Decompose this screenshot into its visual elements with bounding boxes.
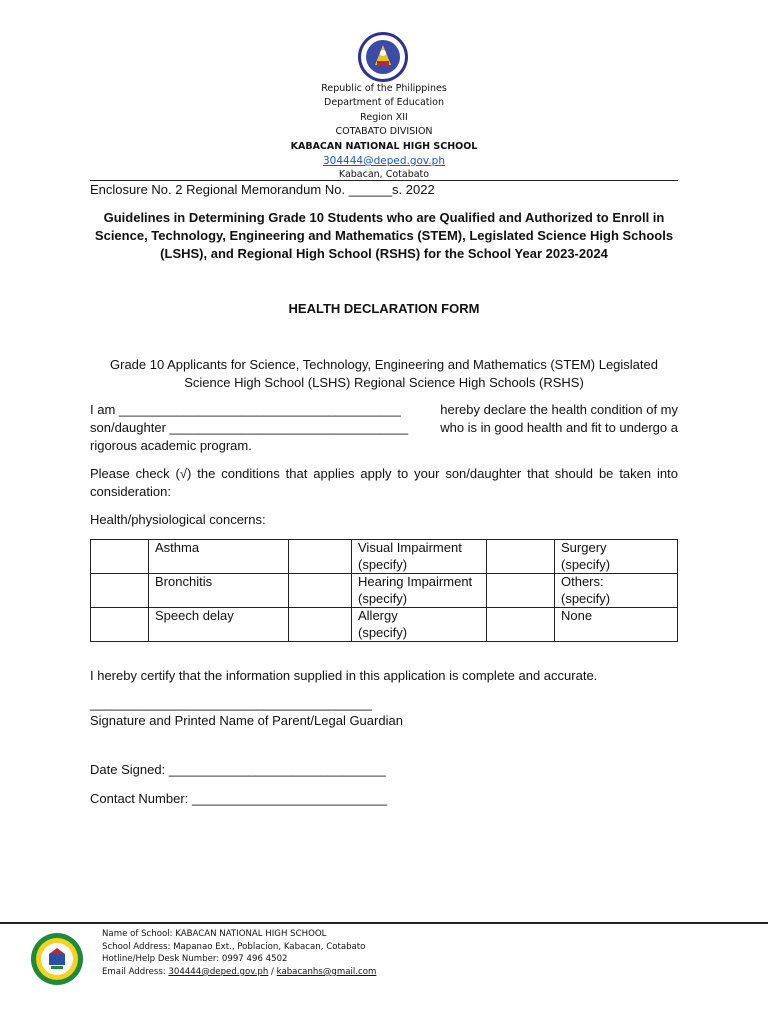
- guidelines-title: Guidelines in Determining Grade 10 Students who are Qualified and Authorized to Enroll in Science, Technology, Engineering and Mathematics (STEM), Legislated Science High Schools (LSHS), and Regional High School (RSHS) for the School Year 2023-2024: [94, 210, 674, 261]
- condition-label: None: [555, 608, 678, 642]
- school-name: KABACAN NATIONAL HIGH SCHOOL: [290, 140, 478, 152]
- checkbox-cell-visual-impairment[interactable]: [289, 540, 352, 574]
- table-row: [91, 608, 678, 642]
- applicants-line: Grade 10 Applicants for Science, Technology, Engineering and Mathematics (STEM) Legislated Science High School (LSHS) Regional Science High Schools (RSHS): [110, 357, 658, 390]
- condition-label: Visual Impairment (specify): [352, 540, 487, 574]
- condition-label: Others: (specify): [555, 574, 678, 608]
- signature-label: Signature and Printed Name of Parent/Legal Guardian: [90, 713, 403, 728]
- school-email-link[interactable]: 304444@deped.gov.ph: [323, 155, 445, 168]
- footer-email-deped-link[interactable]: 304444@deped.gov.ph: [168, 966, 269, 977]
- certify-statement: I hereby certify that the information supplied in this application is complete and accurate.: [90, 668, 598, 683]
- checkbox-cell-none[interactable]: [487, 608, 555, 642]
- declaration-text: rigorous academic program.: [90, 438, 252, 453]
- footer-info: [102, 928, 376, 978]
- checkbox-cell-others[interactable]: [487, 574, 555, 608]
- footer-email-line: Email Address: 304444@deped.gov.ph / kabacanhs@gmail.com: [102, 966, 377, 977]
- condition-label: Surgery (specify): [555, 540, 678, 574]
- footer-divider: [0, 922, 768, 924]
- contact-number-field[interactable]: Contact Number: ___________________________: [90, 791, 388, 806]
- concerns-label: Health/physiological concerns:: [90, 512, 266, 527]
- header-divider: [90, 180, 678, 181]
- footer-hotline: Hotline/Help Desk Number: 0997 496 4502: [102, 954, 288, 965]
- footer-address: School Address: Mapanao Ext., Poblacion, Kabacan, Cotabato: [102, 941, 366, 952]
- signature-field[interactable]: _______________________________________: [90, 696, 372, 711]
- condition-label: Bronchitis: [149, 574, 289, 608]
- date-signed-field[interactable]: Date Signed: ______________________________: [90, 762, 386, 777]
- checkbox-cell-surgery[interactable]: [487, 540, 555, 574]
- footer-email-gmail-link[interactable]: kabacanhs@gmail.com: [276, 966, 377, 977]
- condition-label: Speech delay: [149, 608, 289, 642]
- parent-name-field[interactable]: I am _______________________________________: [90, 402, 401, 417]
- declaration-text: hereby declare the health condition of my: [440, 402, 678, 417]
- condition-label: Asthma: [149, 540, 289, 574]
- child-name-field[interactable]: son/daughter _________________________________: [90, 420, 409, 435]
- checkbox-cell-allergy[interactable]: [289, 608, 352, 642]
- enclosure-line: Enclosure No. 2 Regional Memorandum No. ______s. 2022: [90, 182, 435, 197]
- health-concerns-table: [90, 539, 678, 642]
- checkbox-cell-bronchitis[interactable]: [91, 574, 149, 608]
- condition-label: Allergy (specify): [352, 608, 487, 642]
- header-line: COTABATO DIVISION: [335, 126, 433, 138]
- check-instruction: Please check (√) the conditions that applies apply to your son/daughter that should be taken into consideration:: [90, 466, 678, 499]
- checkbox-cell-asthma[interactable]: [91, 540, 149, 574]
- checkbox-cell-speech-delay[interactable]: [91, 608, 149, 642]
- header-line: Republic of the Philippines: [321, 83, 447, 94]
- condition-label: Hearing Impairment (specify): [352, 574, 487, 608]
- table-row: [91, 574, 678, 608]
- deped-seal-logo: [357, 31, 409, 83]
- letterhead: [0, 82, 768, 183]
- declaration-paragraph: [90, 401, 678, 455]
- header-line: Department of Education: [324, 97, 444, 109]
- checkbox-cell-hearing-impairment[interactable]: [289, 574, 352, 608]
- footer-school: Name of School: KABACAN NATIONAL HIGH SCHOOL: [102, 929, 327, 939]
- school-seal-logo: [30, 932, 84, 986]
- header-line: Region XII: [360, 111, 408, 123]
- form-title: HEALTH DECLARATION FORM: [288, 301, 480, 316]
- table-row: [91, 540, 678, 574]
- declaration-text: who is in good health and fit to undergo a: [440, 420, 678, 435]
- school-location: Kabacan, Cotabato: [338, 169, 430, 181]
